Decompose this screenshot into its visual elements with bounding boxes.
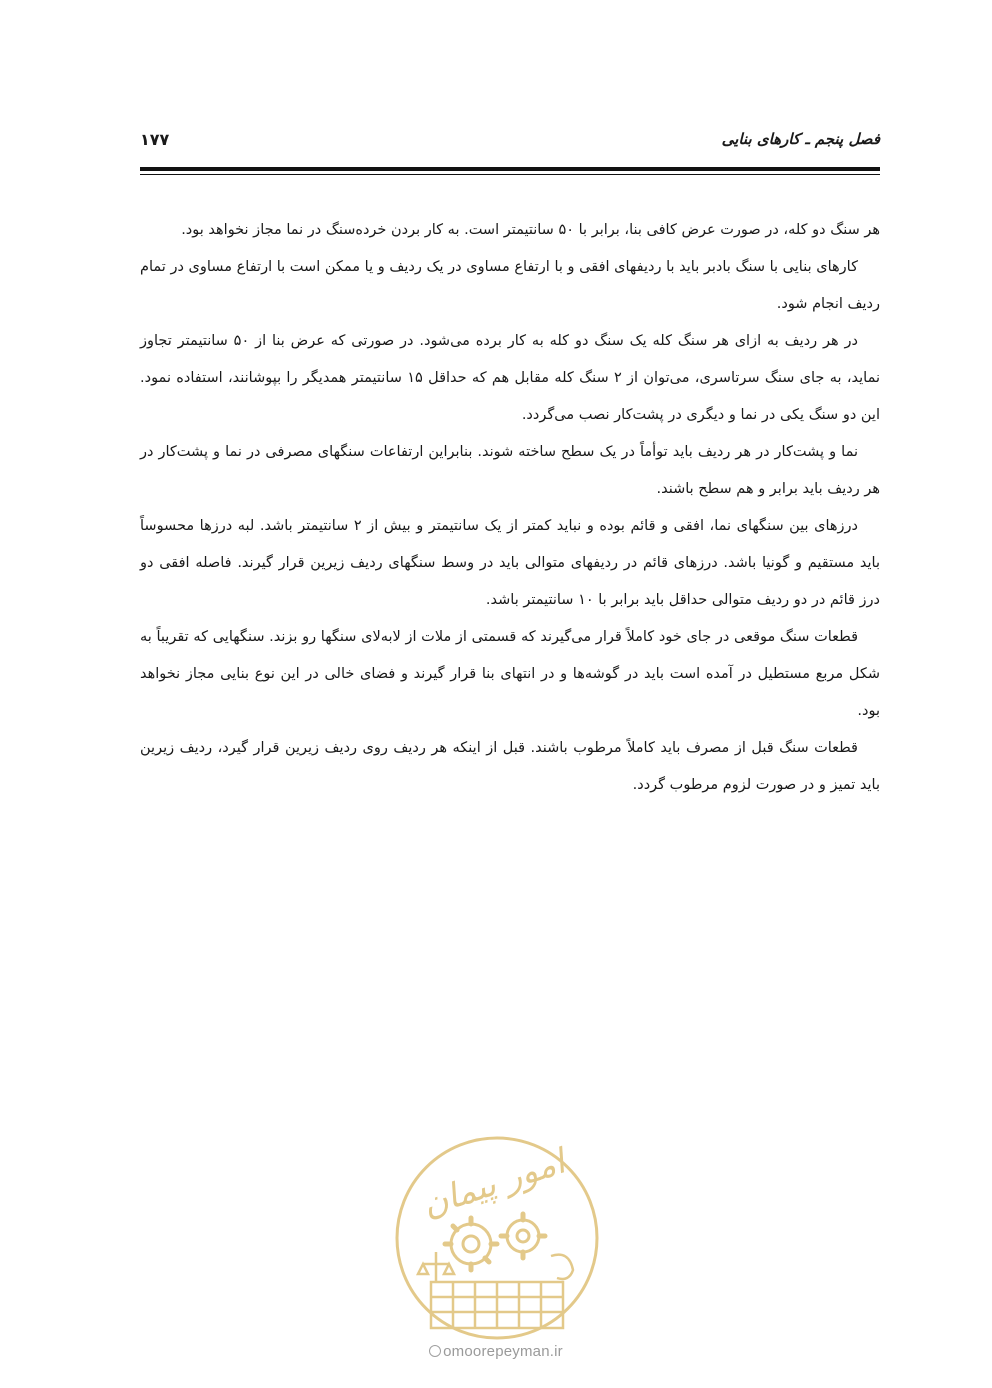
chapter-title: فصل پنجم ـ کارهای بنایی bbox=[721, 130, 880, 148]
paragraph: درزهای بین سنگهای نما، افقی و قائم بوده و نباید کمتر از یک سانتیمتر و بیش از ۲ سانتیمتر باشد. لبه درزها محسوساً باید مستقیم و گونیا باشد. درزهای قائم در ردیفهای متوالی باید در وسط سنگهای ردیف زیرین قرار گیرند. فاصله افقی دو درز قائم در دو ردیف متوالی حداقل باید برابر با ۱۰ سانتیمتر باشد. bbox=[140, 518, 880, 608]
paragraph: کارهای بنایی با سنگ بادبر باید با ردیفهای افقی و با ارتفاع مساوی در یک ردیف و یا ممکن است با ارتفاع مساوی در تمام ردیف انجام شود. bbox=[140, 259, 880, 312]
paragraph: قطعات سنگ قبل از مصرف باید کاملاً مرطوب باشند. قبل از اینکه هر ردیف روی ردیف زیرین قرار گیرد، ردیف زیرین باید تمیز و در صورت لزوم مرطوب گردد. bbox=[140, 740, 880, 793]
logo-lettering: امور پیمان bbox=[417, 1141, 570, 1226]
watermark-url-text[interactable]: omoorepeyman.ir bbox=[443, 1343, 563, 1360]
header-rule-thin bbox=[140, 174, 880, 175]
body-text bbox=[140, 212, 880, 804]
watermark-url[interactable] bbox=[380, 1343, 612, 1360]
paragraph: در هر ردیف به ازای هر سنگ کله یک سنگ دو کله به کار برده می‌شود. در صورتی که عرض بنا از ۵۰ سانتیمتر تجاوز نماید، به جای سنگ سرتاسری، می‌توان از ۲ سنگ کله مقابل هم که حداقل ۱۵ سانتیمتر همدیگر را بپوشانند، استفاده نمود. این دو سنگ یکی در نما و دیگری در پشت‌کار نصب می‌گردد. bbox=[140, 333, 880, 423]
globe-icon bbox=[429, 1345, 441, 1357]
paragraph: قطعات سنگ موقعی در جای خود کاملاً قرار می‌گیرند که قسمتی از ملات از لابه‌لای سنگها رو بزند. سنگهایی که تقریباً به شکل مربع مستطیل در آمده است باید در گوشه‌ها و در انتهای بنا قرار گیرند و فضای خالی در این نوع بنایی مجاز نخواهد بود. bbox=[140, 629, 880, 719]
paragraph: هر سنگ دو کله، در صورت عرض کافی بنا، برابر با ۵۰ سانتیمتر است. به کار بردن خرده‌سنگ در نما مجاز نخواهد بود. bbox=[181, 222, 880, 238]
page-header bbox=[140, 128, 880, 158]
watermark-logo bbox=[391, 1132, 603, 1344]
paragraph: نما و پشت‌کار در هر ردیف باید توأماً در یک سطح ساخته شوند. بنابراین ارتفاعات سنگهای مصرفی در نما و پشت‌کار در هر ردیف باید برابر و هم سطح باشند. bbox=[140, 444, 880, 497]
page-number: ۱۷۷ bbox=[140, 130, 170, 149]
header-rule-thick bbox=[140, 167, 880, 171]
